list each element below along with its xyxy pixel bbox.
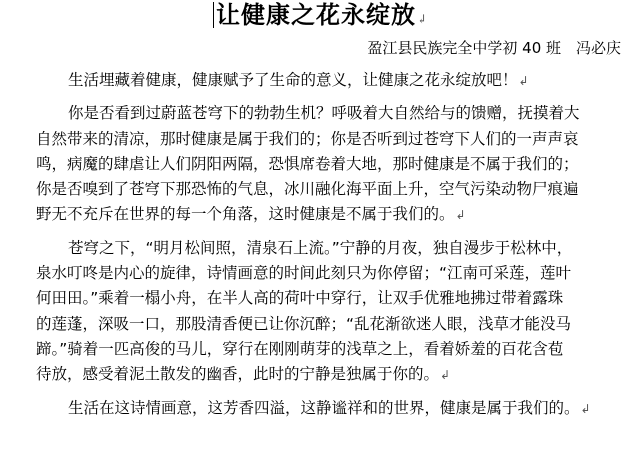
line-text: 苍穹之下，“明月松间照，清泉石上流。”宁静的月夜，独自漫步于松林中， <box>68 238 573 257</box>
text-line <box>36 68 598 93</box>
author-text: 盈江县民族完全中学初 40 班 冯必庆 <box>367 39 621 57</box>
document-body <box>36 68 598 421</box>
line-text: 生活埋藏着健康，健康赋予了生命的意义，让健康之花永绽放吧！ <box>68 71 518 89</box>
document-title-line <box>0 0 641 34</box>
document-title: 让健康之花永绽放 <box>215 0 416 29</box>
text-cursor <box>213 2 214 28</box>
line-text: 你是否看到过蔚蓝苍穹下的勃勃生机？呼吸着大自然给与的馈赠，抚摸着大 <box>68 104 580 123</box>
line-text: 的莲蓬，深吸一口，那股清香便已让你沉醉；“乱花渐欲迷人眼，浅草才能没马 <box>36 314 572 333</box>
line-text: 何田田。”乘着一榻小舟，在半人高的荷叶中穿行，让双手优雅地拂过带着露珠 <box>36 289 564 308</box>
text-line <box>36 152 598 177</box>
paragraph-mark: ↲ <box>518 74 529 88</box>
text-line <box>36 261 598 286</box>
text-line <box>36 236 598 261</box>
line-text: 生活在这诗情画意，这芳香四溢，这静谧祥和的世界，健康是属于我们的。 <box>68 398 580 417</box>
author-line <box>367 38 621 58</box>
line-text: 待放，感受着泥土散发的幽香，此时的宁静是独属于你的。 <box>36 365 440 384</box>
line-text: 蹄。”骑着一匹高俊的马儿，穿行在刚刚萌芽的浅草之上，看着娇羞的百花含苞 <box>36 339 564 358</box>
line-text: 野无不充斥在世界的每一个角落，这时健康是不属于我们的。 <box>36 205 455 224</box>
line-text: 自然带来的清凉，那时健康是属于我们的；你是否听到过苍穹下人们的一声声哀 <box>36 129 579 148</box>
paragraph-mark: ↲ <box>580 401 591 416</box>
text-line <box>36 286 598 311</box>
paragraph-mark: ↲ <box>416 12 429 26</box>
line-text: 鸣，病魔的肆虐让人们阴阳两隔，恐惧席卷着大地，那时健康是不属于我们的； <box>36 154 579 173</box>
line-text: 泉水叮咚是内心的旋律，诗情画意的时间此刻只为你停留；“江南可采莲，莲叶 <box>36 264 572 283</box>
text-line <box>36 362 598 387</box>
text-line <box>36 396 598 421</box>
paragraph-mark: ↲ <box>455 208 466 223</box>
text-line <box>36 101 598 126</box>
text-line <box>36 337 598 362</box>
text-line <box>36 177 598 202</box>
text-line <box>36 127 598 152</box>
text-line <box>36 312 598 337</box>
line-text: 你是否嗅到了苍穹下那恐怖的气息，冰川融化海平面上升，空气污染动物尸痕遍 <box>36 180 579 199</box>
paragraph-mark: ↲ <box>440 368 451 383</box>
text-line <box>36 202 598 227</box>
